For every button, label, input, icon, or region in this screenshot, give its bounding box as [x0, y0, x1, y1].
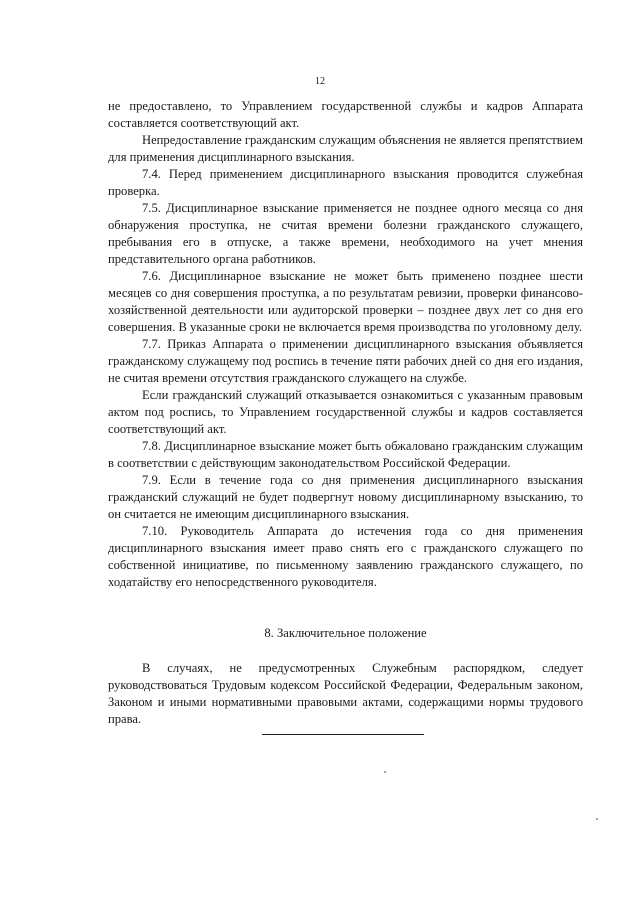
paragraph-refusal: Если гражданский служащий отказывается ознакомиться с указанным правовым актом под роспись, то Управлением государственной службы и кадров составляется соответствующий акт.: [108, 388, 583, 436]
paragraph-explanation-absence: Непредоставление гражданским служащим объяснения не является препятствием для применения дисциплинарного взыскания.: [108, 133, 583, 164]
paragraph-7-7: 7.7. Приказ Аппарата о применении дисциплинарного взыскания объявляется гражданскому служащему под роспись в течение пяти рабочих дней со дня его издания, не считая времени отсутствия гражданского служащего на службе.: [108, 337, 583, 385]
paragraph-7-6: 7.6. Дисциплинарное взыскание не может быть применено позднее шести месяцев со дня совершения проступка, а по результатам ревизии, проверки финансово-хозяйственной деятельности или аудиторской проверки – позднее двух лет со дня его совершения. В указанные сроки не включается время производства по уголовному делу.: [108, 269, 583, 334]
section-title: 8. Заключительное положение: [264, 626, 427, 640]
paragraph-7-8: 7.8. Дисциплинарное взыскание может быть обжаловано гражданским служащим в соответствии с действующим законодательством Российской Федерации.: [108, 439, 583, 470]
end-divider: [262, 734, 424, 735]
paragraph-7-5: 7.5. Дисциплинарное взыскание применяется не позднее одного месяца со дня обнаружения проступка, не считая времени болезни гражданского служащего, пребывания его в отпуске, а также времени, необходимого на учет мнения представительного органа работников.: [108, 201, 583, 266]
page-number: 12: [315, 76, 325, 87]
scan-speck: [596, 818, 598, 820]
paragraph-7-4: 7.4. Перед применением дисциплинарного взыскания проводится служебная проверка.: [108, 167, 583, 198]
paragraph-7-10: 7.10. Руководитель Аппарата до истечения года со дня применения дисциплинарного взыскания имеет право снять его с гражданского служащего по собственной инициативе, по письменному заявлению гражданского служащего, по ходатайству его непосредственного руководителя.: [108, 524, 583, 589]
paragraph-conclusion: В случаях, не предусмотренных Служебным распорядком, следует руководствоваться Трудовым кодексом Российской Федерации, Федеральным законом, Законом и иными нормативными правовыми актами, содержащими нормы трудового права.: [108, 661, 583, 726]
paragraph-7-9: 7.9. Если в течение года со дня применения дисциплинарного взыскания гражданский служащий не будет подвергнут новому дисциплинарному взысканию, то он считается не имеющим дисциплинарного взыскания.: [108, 473, 583, 521]
scan-speck: [384, 771, 386, 773]
document-body: [108, 98, 583, 591]
paragraph-continuation: не предоставлено, то Управлением государственной службы и кадров Аппарата составляется соответствующий акт.: [108, 99, 583, 130]
